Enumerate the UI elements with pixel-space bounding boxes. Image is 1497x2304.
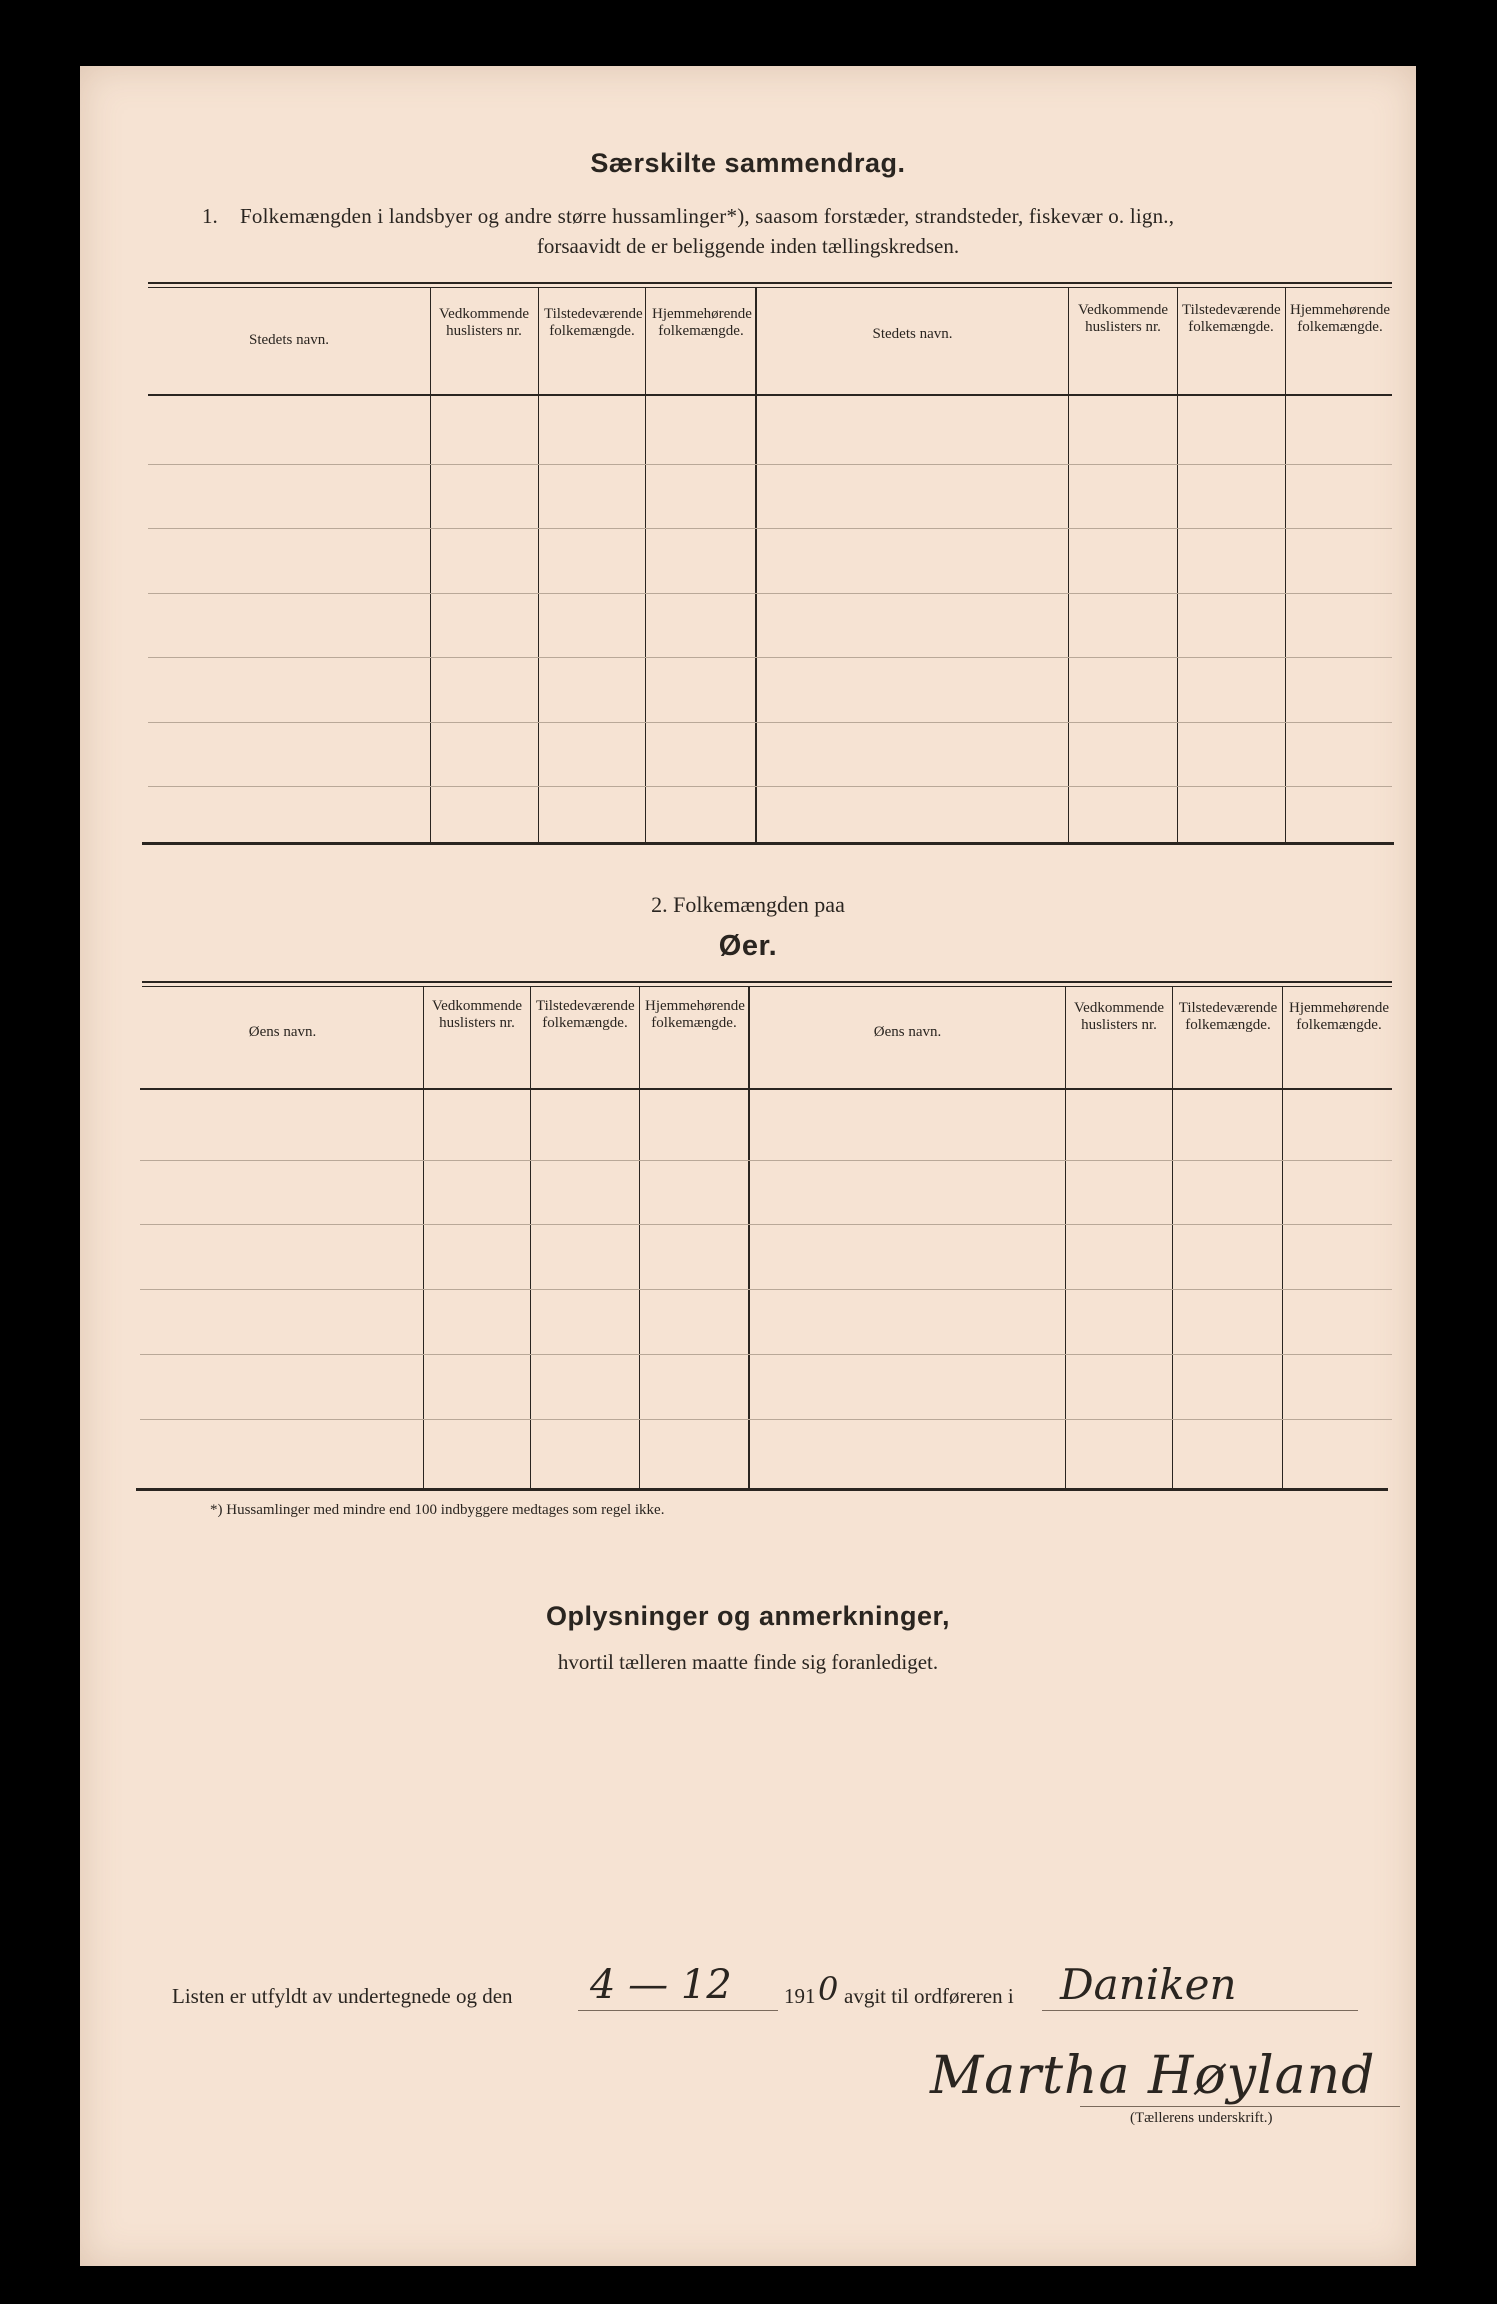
t1-col-list-right: Vedkommende huslisters nr. — [1078, 302, 1168, 335]
handwritten-date: 4 — 12 — [590, 1962, 732, 2008]
remarks-subtitle: hvortil tælleren maatte finde sig foranlediget. — [557, 1650, 939, 1674]
footnote: *) Hussamlinger med mindre end 100 indbyggere medtages som regel ikke. — [210, 1502, 665, 1518]
t1-col-present-right: Tilstedeværende folkemængde. — [1182, 302, 1281, 335]
t1-col-list-left: Vedkommende huslisters nr. — [439, 306, 529, 339]
t2-col-list-right: Vedkommende huslisters nr. — [1074, 1000, 1164, 1033]
t2-col-list-left: Vedkommende huslisters nr. — [432, 998, 522, 1031]
handwritten-place: Daniken — [1060, 1960, 1237, 2009]
signature-caption: (Tællerens underskrift.) — [1130, 2110, 1273, 2126]
remarks-title: Oplysninger og anmerkninger, — [545, 1601, 951, 1631]
statement-text-a: Listen er utfyldt av undertegnede og den — [172, 1984, 513, 2008]
section1-text-line2: forsaavidt de er beliggende inden tællingskredsen. — [536, 234, 960, 258]
section2-title: Øer. — [718, 930, 778, 962]
t2-col-home-left: Hjemmehørende folkemængde. — [645, 998, 745, 1031]
t1-col-home-left: Hjemmehørende folkemængde. — [652, 306, 752, 339]
section1-number: 1. — [202, 204, 218, 228]
summary-title: Særskilte sammendrag. — [590, 148, 906, 178]
t2-col-name-left: Øens navn. — [248, 1024, 317, 1040]
section1-text-line1: Folkemængden i landsbyer og andre større hussamlinger*), saasom forstæder, strandsteder, fiskevær o. lign., — [240, 204, 1175, 228]
t1-col-present-left: Tilstedeværende folkemængde. — [544, 306, 643, 339]
year-prefix: 191 — [784, 1984, 816, 2008]
t2-col-present-left: Tilstedeværende folkemængde. — [536, 998, 635, 1031]
statement-text-b: avgit til ordføreren i — [844, 1984, 1014, 2008]
t1-col-name-left: Stedets navn. — [249, 332, 329, 348]
handwritten-year-digit: 0 — [818, 1970, 839, 2008]
section2-intro: 2. Folkemængden paa — [651, 892, 845, 917]
t2-col-name-right: Øens navn. — [873, 1024, 942, 1040]
t1-col-name-right: Stedets navn. — [872, 326, 953, 342]
census-form-page — [80, 66, 1416, 2266]
enumerator-signature: Martha Høyland — [930, 2046, 1376, 2106]
t2-col-present-right: Tilstedeværende folkemængde. — [1178, 1000, 1278, 1033]
t2-col-home-right: Hjemmehørende folkemængde. — [1289, 1000, 1389, 1033]
t1-col-home-right: Hjemmehørende folkemængde. — [1290, 302, 1390, 335]
